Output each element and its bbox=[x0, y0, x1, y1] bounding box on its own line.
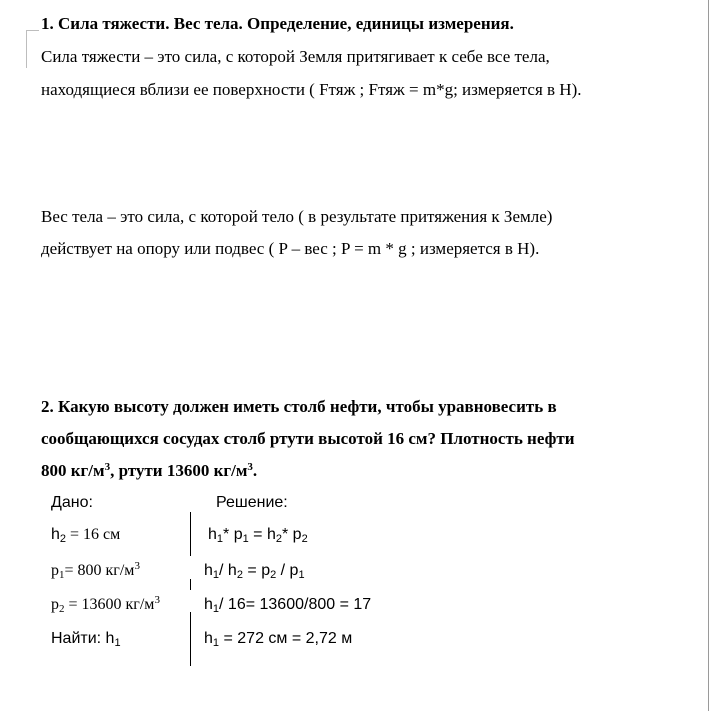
solution-answer: $h_1 = 272$ см = 2,72 м bbox=[204, 630, 353, 649]
mercury-density: , ртути 13600 кг/м bbox=[110, 461, 248, 480]
oil-density: 800 кг/м bbox=[41, 461, 105, 480]
solution-step2: $h_1/$ $h_2 = p_2 / p_1$ bbox=[204, 562, 305, 581]
weight-definition-line2: действует на опору или подвес ( P – вес ; P = m * g ; измеряется в Н). bbox=[41, 239, 540, 258]
question-line3 bbox=[41, 461, 257, 481]
section1-heading: 1. Сила тяжести. Вес тела. Определение, единицы измерения. bbox=[41, 14, 514, 33]
solution-label: Решение: bbox=[216, 494, 288, 511]
given-p2: $p_2 = 13600$ $кг/м^3$ bbox=[51, 594, 160, 615]
gravity-definition-line1: Сила тяжести – это сила, с которой Земля притягивает к себе все тела, bbox=[41, 47, 550, 66]
table-divider bbox=[190, 612, 191, 666]
margin-corner-mark bbox=[26, 30, 39, 31]
question-line2: сообщающихся сосудах столб ртути высотой 16 см? Плотность нефти bbox=[41, 429, 575, 448]
gravity-definition-line2: находящиеся вблизи ее поверхности ( Fтяж ; Fтяж = m*g; измеряется в Н). bbox=[41, 80, 582, 99]
period: . bbox=[252, 461, 258, 480]
question-line1: 2. Какую высоту должен иметь столб нефти, чтобы уравновесить в bbox=[41, 397, 557, 416]
solution-step3: $h_1/$ 16= 13600/800 = 17 bbox=[204, 596, 372, 615]
find-label: Найти: $h_1$ bbox=[51, 630, 121, 649]
page-edge bbox=[708, 0, 709, 711]
weight-definition-line1: Вес тела – это сила, с которой тело ( в результате притяжения к Земле) bbox=[41, 207, 553, 226]
given-h2: $h_2 = 16$ см bbox=[51, 526, 121, 545]
given-p1: $p_1= 800$ $кг/м^3$ bbox=[51, 560, 140, 581]
margin-corner-mark bbox=[26, 30, 27, 68]
solution-step1: $h_1*$ $p_1 = h_2*$ $p_2$ bbox=[208, 526, 308, 545]
given-label: Дано: bbox=[51, 494, 93, 511]
table-divider bbox=[190, 579, 191, 590]
cube-superscript: 3 bbox=[104, 461, 111, 473]
table-divider bbox=[190, 512, 191, 556]
cube-superscript: 3 bbox=[247, 461, 253, 473]
